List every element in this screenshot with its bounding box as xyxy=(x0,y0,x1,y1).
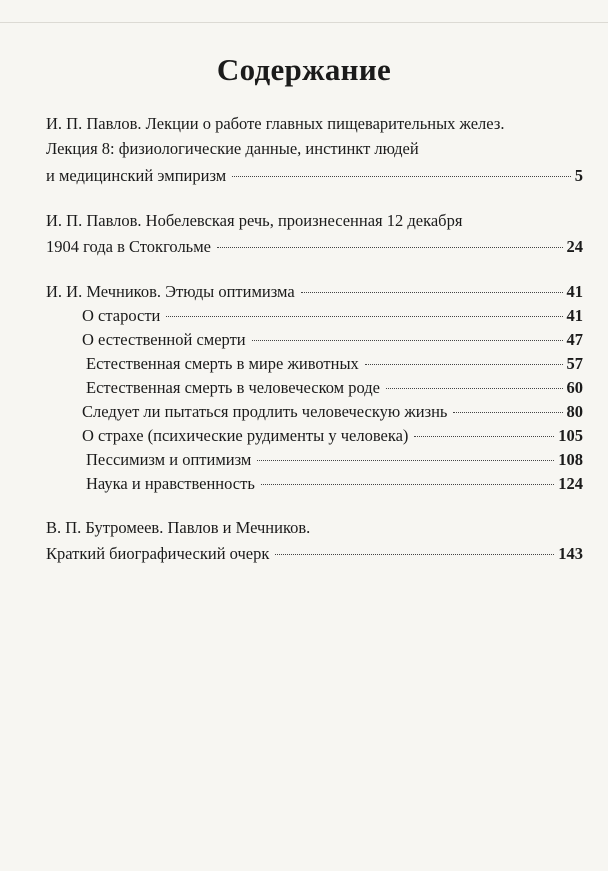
toc-page-number: 47 xyxy=(566,330,583,349)
toc-entry-text: О естественной смерти xyxy=(82,330,246,349)
toc-subentry[interactable] xyxy=(82,400,583,424)
toc-entry-text: Естественная смерть в человеческом роде xyxy=(86,378,380,397)
leader-dots xyxy=(275,554,554,555)
toc-subentry[interactable] xyxy=(82,424,583,448)
leader-dots xyxy=(166,316,562,317)
running-head xyxy=(0,0,608,23)
leader-dots xyxy=(217,247,563,248)
toc-entry-text: 1904 года в Стокгольме xyxy=(46,237,211,256)
toc-entry-text: Следует ли пытаться продлить человеческую жизнь xyxy=(82,402,448,421)
leader-dots xyxy=(453,412,562,413)
toc-page-number: 108 xyxy=(558,450,583,469)
toc-page-number: 105 xyxy=(558,426,583,445)
toc-subentry[interactable] xyxy=(86,448,583,472)
toc-entry-text: О старости xyxy=(82,306,161,325)
toc-entry-line xyxy=(46,542,583,566)
toc-entry-text: И. П. Павлов. Нобелевская речь, произнесенная 12 декабря xyxy=(46,211,463,230)
toc-entry-text: Краткий биографический очерк xyxy=(46,544,270,563)
toc-entry-line xyxy=(46,209,583,233)
toc-entry-line xyxy=(46,280,583,304)
leader-dots xyxy=(252,340,563,341)
toc-subentry[interactable] xyxy=(82,328,583,352)
toc-entry-text: Наука и нравственность xyxy=(86,474,255,493)
toc-entry-text: И. И. Мечников. Этюды оптимизма xyxy=(46,282,295,301)
toc-entry-line xyxy=(46,516,583,540)
toc-page-number: 24 xyxy=(566,237,583,256)
toc-page-number: 41 xyxy=(566,306,583,325)
toc-entry-line xyxy=(46,112,583,136)
toc-entry-line xyxy=(46,137,583,161)
leader-dots xyxy=(365,364,563,365)
toc-entry-text: Естественная смерть в мире животных xyxy=(86,354,359,373)
leader-dots xyxy=(301,292,563,293)
toc-page-number: 60 xyxy=(566,378,583,397)
toc-page-number: 124 xyxy=(558,474,583,493)
toc-subentry[interactable] xyxy=(86,376,583,400)
leader-dots xyxy=(257,460,554,461)
toc-entry-text: Пессимизм и оптимизм xyxy=(86,450,252,469)
toc-page-number: 41 xyxy=(566,282,583,301)
page-title: Содержание xyxy=(216,52,392,87)
toc-page-number: 5 xyxy=(574,166,583,185)
toc-subentry[interactable] xyxy=(86,472,583,496)
toc-subentry[interactable] xyxy=(86,352,583,376)
toc-entry-text: и медицинский эмпиризм xyxy=(46,166,227,185)
toc-page-number: 57 xyxy=(566,354,583,373)
leader-dots xyxy=(386,388,563,389)
leader-dots xyxy=(232,176,571,177)
toc-entry-line xyxy=(46,164,583,188)
toc-page-number: 143 xyxy=(558,544,583,563)
toc-subentry[interactable] xyxy=(82,304,583,328)
toc-entry-line xyxy=(46,235,583,259)
toc-page-number: 80 xyxy=(566,402,583,421)
toc-entry-text: В. П. Бутромеев. Павлов и Мечников. xyxy=(46,518,311,537)
toc-entry-text: О страхе (психические рудименты у человека) xyxy=(82,426,409,445)
leader-dots xyxy=(414,436,554,437)
leader-dots xyxy=(261,484,554,485)
toc-entry-text: И. П. Павлов. Лекции о работе главных пищеварительных желез. xyxy=(46,114,505,133)
toc-entry-text: Лекция 8: физиологические данные, инстинкт людей xyxy=(46,139,419,158)
